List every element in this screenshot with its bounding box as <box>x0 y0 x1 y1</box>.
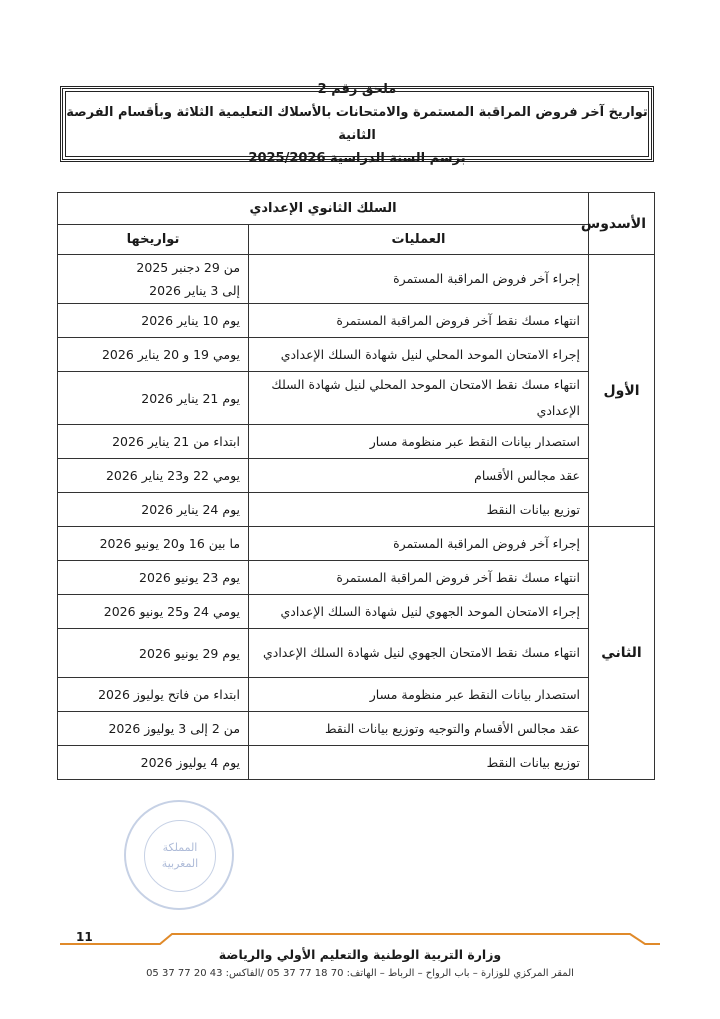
table-row-op: إجراء الامتحان الموحد المحلي لنيل شهادة السلك الإعدادي <box>249 338 589 372</box>
table-row-op: استصدار بيانات النقط عبر منظومة مسار <box>249 425 589 459</box>
date-line-1: من 29 دجنبر 2025 <box>136 260 241 275</box>
date-line-2: إلى 3 يناير 2026 <box>149 283 241 298</box>
semester-2-label: الثاني <box>589 527 655 780</box>
table-row-date: يوم 21 يناير 2026 <box>58 372 249 425</box>
ministry-address: المقر المركزي للوزارة – باب الرواح – الرباط – الهاتف: 70 18 77 37 05 /الفاكس: 43 20 77 37 05 <box>146 968 574 979</box>
stamp-line-2: المغربية <box>161 857 199 870</box>
table-row-op: انتهاء مسك نقط آخر فروض المراقبة المستمرة <box>249 561 589 595</box>
table-row-date: من 2 إلى 3 يوليوز 2026 <box>58 712 249 746</box>
table-row-op: انتهاء مسك نقط آخر فروض المراقبة المستمرة <box>249 304 589 338</box>
table-row-date: يوم 4 يوليوز 2026 <box>58 746 249 780</box>
stamp-center <box>144 820 216 892</box>
document-title: تواريخ آخر فروض المراقبة المستمرة والامتحانات بالأسلاك التعليمية الثلاثة وبأقسام الفرصة الثانية <box>66 105 648 143</box>
page-number: 11 <box>76 930 93 944</box>
table-row-op: إجراء آخر فروض المراقبة المستمرة <box>249 527 589 561</box>
cycle-header: السلك الثانوي الإعدادي <box>58 193 589 225</box>
ministry-name: وزارة التربية الوطنية والتعليم الأولي والرياضة <box>218 947 502 962</box>
table-row-date: ابتداء من فاتح يوليوز 2026 <box>58 678 249 712</box>
stamp-line-1: المملكة <box>162 841 198 854</box>
table-row-op: عقد مجالس الأقسام <box>249 459 589 493</box>
table-row-date: يومي 24 و25 يونيو 2026 <box>58 595 249 629</box>
table-row-date: يوم 23 يونيو 2026 <box>58 561 249 595</box>
school-year: برسم السنة الدراسية 2025/2026 <box>248 151 466 166</box>
table-row-date: يوم 10 يناير 2026 <box>58 304 249 338</box>
table-row-date <box>58 255 249 304</box>
official-stamp <box>124 800 234 910</box>
semester-1-label: الأول <box>589 255 655 527</box>
table-row-date: يومي 19 و 20 يناير 2026 <box>58 338 249 372</box>
dates-header: تواريخها <box>58 225 249 255</box>
table-row-op: توزيع بيانات النقط <box>249 746 589 780</box>
table-row-op: إجراء الامتحان الموحد الجهوي لنيل شهادة السلك الإعدادي <box>249 595 589 629</box>
footer-divider-right <box>220 934 660 944</box>
table-row-op: إجراء آخر فروض المراقبة المستمرة <box>249 255 589 304</box>
operations-header: العمليات <box>249 225 589 255</box>
table-row-op: انتهاء مسك نقط الامتحان الجهوي لنيل شهادة السلك الإعدادي <box>249 629 589 678</box>
annex-label: ملحق رقم 2 <box>317 82 397 97</box>
schedule-table <box>57 192 655 780</box>
table-row-date: يومي 22 و23 يناير 2026 <box>58 459 249 493</box>
table-row-op: توزيع بيانات النقط <box>249 493 589 527</box>
table-row-op: انتهاء مسك نقط الامتحان الموحد المحلي لنيل شهادة السلك الإعدادي <box>249 372 589 425</box>
table-row-date: ما بين 16 و20 يونيو 2026 <box>58 527 249 561</box>
semester-header: الأسدوس <box>589 193 655 255</box>
table-row-op: عقد مجالس الأقسام والتوجيه وتوزيع بيانات النقط <box>249 712 589 746</box>
table-row-op: استصدار بيانات النقط عبر منظومة مسار <box>249 678 589 712</box>
table-row-date: يوم 29 يونيو 2026 <box>58 629 249 678</box>
table-row-date: يوم 24 يناير 2026 <box>58 493 249 527</box>
table-row-date: ابتداء من 21 يناير 2026 <box>58 425 249 459</box>
header-box <box>60 82 654 166</box>
